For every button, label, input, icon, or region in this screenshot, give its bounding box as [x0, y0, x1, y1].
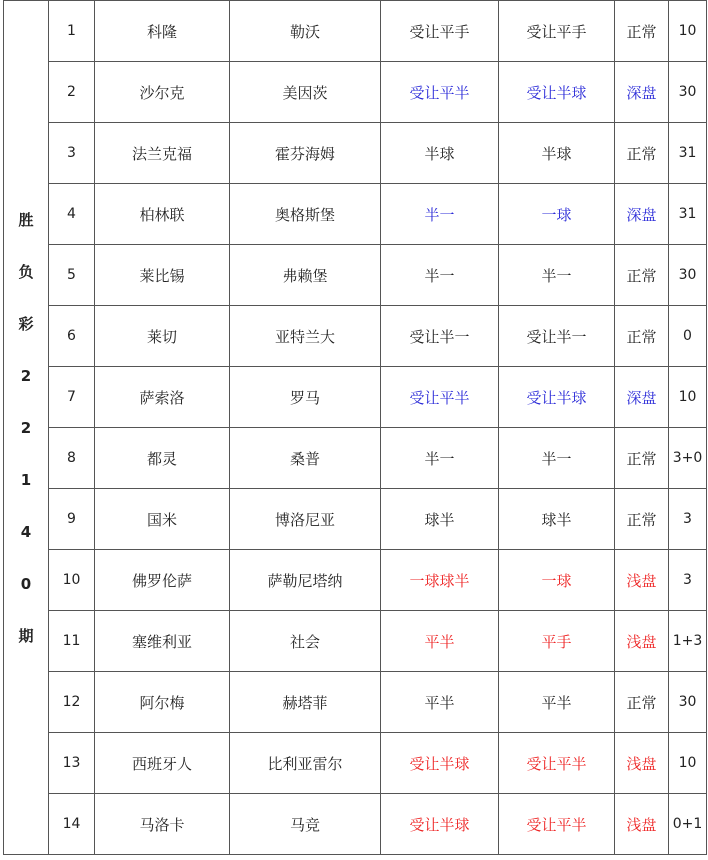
handicap-initial: 半球 [381, 123, 499, 184]
match-number: 14 [49, 794, 95, 855]
handicap-depth: 正常 [615, 1, 669, 62]
lottery-table [3, 0, 707, 855]
pick-result: 1+3 [669, 611, 707, 672]
handicap-depth: 深盘 [615, 62, 669, 123]
handicap-depth: 正常 [615, 672, 669, 733]
handicap-depth: 深盘 [615, 367, 669, 428]
pick-result: 3 [669, 489, 707, 550]
home-team: 塞维利亚 [95, 611, 230, 672]
handicap-depth: 深盘 [615, 184, 669, 245]
pick-result: 30 [669, 62, 707, 123]
home-team: 沙尔克 [95, 62, 230, 123]
match-number: 7 [49, 367, 95, 428]
home-team: 佛罗伦萨 [95, 550, 230, 611]
handicap-depth: 浅盘 [615, 794, 669, 855]
home-team: 都灵 [95, 428, 230, 489]
handicap-current: 受让半球 [499, 62, 615, 123]
away-team: 比利亚雷尔 [230, 733, 381, 794]
away-team: 奥格斯堡 [230, 184, 381, 245]
table-row [4, 794, 707, 855]
period-label-char: 2 [20, 418, 32, 437]
handicap-current: 一球 [499, 184, 615, 245]
match-number: 9 [49, 489, 95, 550]
pick-result: 31 [669, 123, 707, 184]
period-label [4, 1, 49, 855]
pick-result: 0+1 [669, 794, 707, 855]
table-row [4, 123, 707, 184]
table-row [4, 672, 707, 733]
match-number: 3 [49, 123, 95, 184]
period-label-char: 胜 [18, 210, 34, 229]
pick-result: 10 [669, 733, 707, 794]
match-number: 2 [49, 62, 95, 123]
home-team: 国米 [95, 489, 230, 550]
pick-result: 3+0 [669, 428, 707, 489]
pick-result: 10 [669, 1, 707, 62]
away-team: 勒沃 [230, 1, 381, 62]
handicap-initial: 受让半球 [381, 733, 499, 794]
away-team: 桑普 [230, 428, 381, 489]
table-row [4, 367, 707, 428]
pick-result: 3 [669, 550, 707, 611]
match-number: 6 [49, 306, 95, 367]
away-team: 博洛尼亚 [230, 489, 381, 550]
period-label-char: 0 [20, 574, 32, 593]
period-label-char: 2 [20, 366, 32, 385]
away-team: 弗赖堡 [230, 245, 381, 306]
away-team: 赫塔菲 [230, 672, 381, 733]
handicap-depth: 正常 [615, 428, 669, 489]
period-label-char: 4 [20, 522, 32, 541]
handicap-current: 平手 [499, 611, 615, 672]
match-number: 11 [49, 611, 95, 672]
handicap-current: 球半 [499, 489, 615, 550]
match-number: 10 [49, 550, 95, 611]
handicap-current: 受让平半 [499, 794, 615, 855]
handicap-current: 半一 [499, 428, 615, 489]
handicap-current: 半一 [499, 245, 615, 306]
away-team: 萨勒尼塔纳 [230, 550, 381, 611]
handicap-initial: 一球球半 [381, 550, 499, 611]
handicap-initial: 受让半球 [381, 794, 499, 855]
handicap-initial: 受让半一 [381, 306, 499, 367]
match-number: 1 [49, 1, 95, 62]
away-team: 美因茨 [230, 62, 381, 123]
handicap-initial: 半一 [381, 184, 499, 245]
away-team: 罗马 [230, 367, 381, 428]
home-team: 莱比锡 [95, 245, 230, 306]
handicap-current: 受让半球 [499, 367, 615, 428]
handicap-initial: 受让平半 [381, 62, 499, 123]
table-row [4, 62, 707, 123]
period-label-char: 彩 [18, 314, 34, 333]
handicap-current: 受让半一 [499, 306, 615, 367]
handicap-depth: 浅盘 [615, 550, 669, 611]
handicap-depth: 正常 [615, 306, 669, 367]
home-team: 西班牙人 [95, 733, 230, 794]
away-team: 马竞 [230, 794, 381, 855]
home-team: 萨索洛 [95, 367, 230, 428]
handicap-depth: 正常 [615, 245, 669, 306]
handicap-current: 平半 [499, 672, 615, 733]
table-row [4, 733, 707, 794]
home-team: 柏林联 [95, 184, 230, 245]
handicap-current: 半球 [499, 123, 615, 184]
table-row [4, 306, 707, 367]
match-number: 8 [49, 428, 95, 489]
table-row [4, 184, 707, 245]
handicap-depth: 正常 [615, 489, 669, 550]
table-row [4, 1, 707, 62]
table-row [4, 550, 707, 611]
table-row [4, 489, 707, 550]
handicap-initial: 受让平手 [381, 1, 499, 62]
away-team: 社会 [230, 611, 381, 672]
home-team: 马洛卡 [95, 794, 230, 855]
handicap-current: 受让平半 [499, 733, 615, 794]
home-team: 阿尔梅 [95, 672, 230, 733]
pick-result: 0 [669, 306, 707, 367]
match-number: 12 [49, 672, 95, 733]
pick-result: 30 [669, 672, 707, 733]
match-number: 13 [49, 733, 95, 794]
handicap-initial: 球半 [381, 489, 499, 550]
pick-result: 10 [669, 367, 707, 428]
period-label-char: 1 [20, 470, 32, 489]
handicap-initial: 受让平半 [381, 367, 499, 428]
away-team: 霍芬海姆 [230, 123, 381, 184]
table-row [4, 428, 707, 489]
pick-result: 30 [669, 245, 707, 306]
handicap-initial: 平半 [381, 672, 499, 733]
home-team: 法兰克福 [95, 123, 230, 184]
table-body [4, 1, 707, 855]
table-row [4, 245, 707, 306]
handicap-depth: 正常 [615, 123, 669, 184]
handicap-initial: 平半 [381, 611, 499, 672]
match-number: 5 [49, 245, 95, 306]
period-label-char: 期 [18, 626, 34, 645]
handicap-depth: 浅盘 [615, 611, 669, 672]
home-team: 莱切 [95, 306, 230, 367]
handicap-depth: 浅盘 [615, 733, 669, 794]
away-team: 亚特兰大 [230, 306, 381, 367]
table-row [4, 611, 707, 672]
home-team: 科隆 [95, 1, 230, 62]
handicap-initial: 半一 [381, 245, 499, 306]
period-label-char: 负 [18, 262, 34, 281]
pick-result: 31 [669, 184, 707, 245]
handicap-current: 一球 [499, 550, 615, 611]
handicap-current: 受让平手 [499, 1, 615, 62]
match-number: 4 [49, 184, 95, 245]
handicap-initial: 半一 [381, 428, 499, 489]
